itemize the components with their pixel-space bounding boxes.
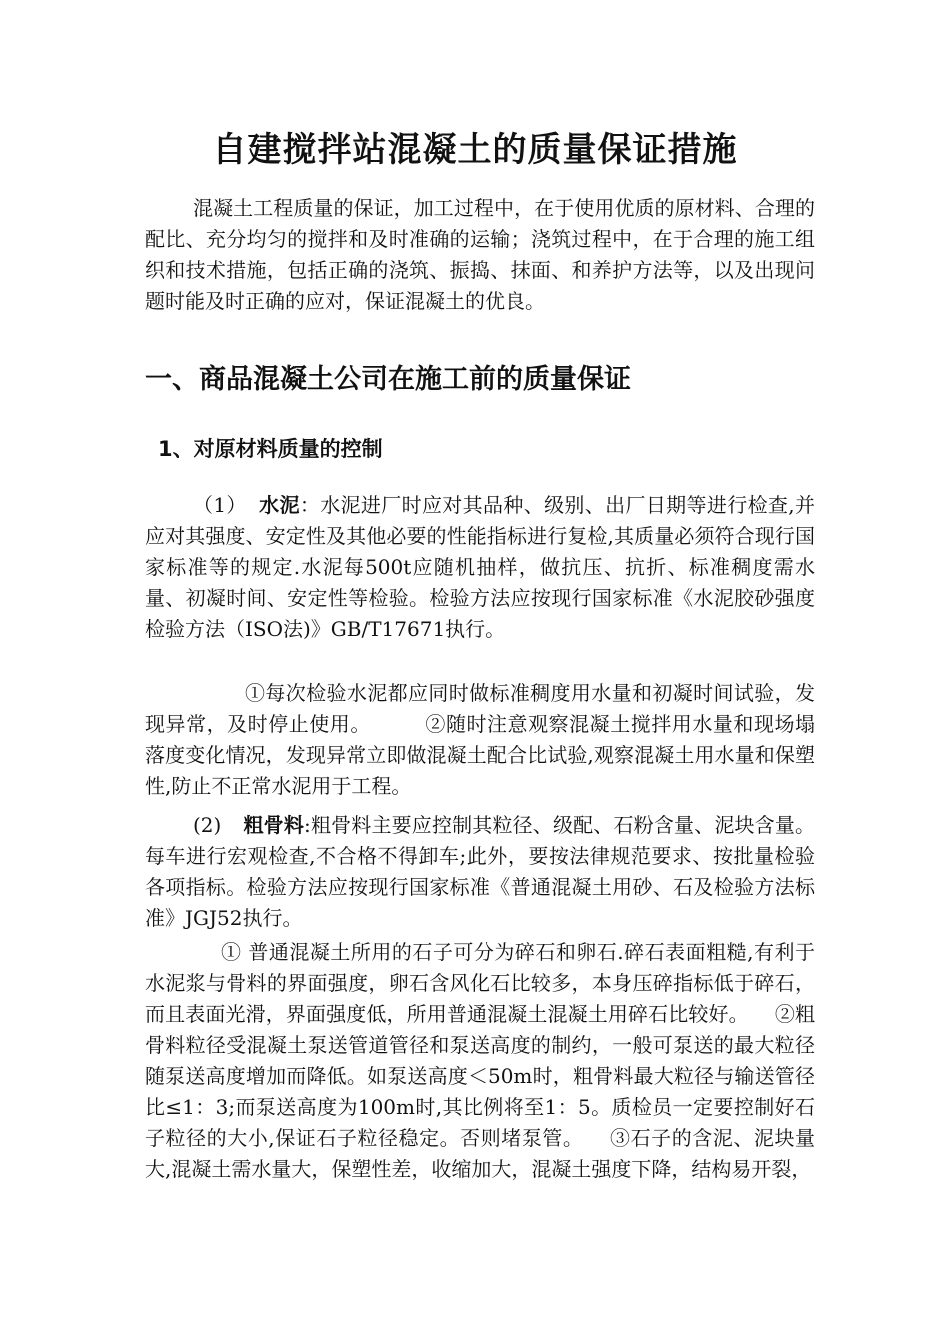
cement-marker: （1）: [193, 493, 247, 517]
cement-paragraph: [145, 490, 815, 645]
cement-note-2: ②随时注意观察混凝土搅拌用水量和现场塌落度变化情况，发现异常立即做混凝土配合比试验,观察混凝土用水量和保塑性,防止不正常水泥用于工程。: [145, 712, 816, 798]
coarse-term: 粗骨料: [243, 813, 305, 837]
section-heading: 一、商品混凝土公司在施工前的质量保证: [145, 364, 631, 395]
coarse-note-2: ②粗骨料粒径受混凝土泵送管道管径和泵送高度的制约，一般可泵送的最大粒径随泵送高度增加而降低。如泵送高度＜50m时，粗骨料最大粒径与输送管径比≤1：3;而泵送高度为100m时,其比例将至1：5。质检员一定要控制好石子粒径的大小,保证石子粒径稳定。否则堵泵管。: [145, 1002, 815, 1150]
intro-paragraph: 混凝土工程质量的保证，加工过程中，在于使用优质的原材料、合理的配比、充分均匀的搅拌和及时准确的运输；浇筑过程中，在于合理的施工组织和技术措施，包括正确的浇筑、振捣、抹面、和养护方法等，以及出现问题时能及时正确的应对，保证混凝土的优良。: [145, 196, 815, 313]
cement-notes-paragraph: [145, 678, 815, 802]
coarse-note-3: ③石子的含泥、泥块量大,混凝土需水量大，保塑性差，收缩加大，混凝土强度下降，结构易开裂，: [145, 1126, 816, 1181]
coarse-text: :粗骨料主要应控制其粒径、级配、石粉含量、泥块含量。每车进行宏观检查,不合格不得卸车;此外，要按法律规范要求、按批量检验各项指标。检验方法应按现行国家标准《普通混凝土用砂、石及检验方法标准》JGJ52执行。: [145, 813, 815, 930]
subsection-heading: 1、对原材料质量的控制: [158, 437, 383, 461]
coarse-notes-paragraph: [145, 937, 815, 1185]
document-title: 自建搅拌站混凝土的质量保证措施: [212, 130, 738, 170]
cement-text: ：水泥进厂时应对其品种、级别、出厂日期等进行检查,并应对其强度、安定性及其他必要的性能指标进行复检,其质量必须符合现行国家标准等的规定.水泥每500t应随机抽样，做抗压、抗折、标准稠度需水量、初凝时间、安定性等检验。检验方法应按现行国家标准《水泥胶砂强度检验方法（ISO法)》GB/T17671执行。: [145, 493, 815, 641]
cement-term: 水泥: [258, 493, 300, 517]
cement-note-1: ①每次检验水泥都应同时做标准稠度用水量和初凝时间试验，发现异常，及时停止使用。: [145, 681, 815, 736]
coarse-marker: (2): [193, 813, 222, 837]
coarse-aggregate-paragraph: [145, 810, 815, 934]
coarse-note-1: ① 普通混凝土所用的石子可分为碎石和卵石.碎石表面粗糙,有利于水泥浆与骨料的界面强度，卵石含风化石比较多，本身压碎指标低于碎石，而且表面光滑，界面强度低，所用普通混凝土混凝土用碎石比较好。: [145, 940, 815, 1026]
